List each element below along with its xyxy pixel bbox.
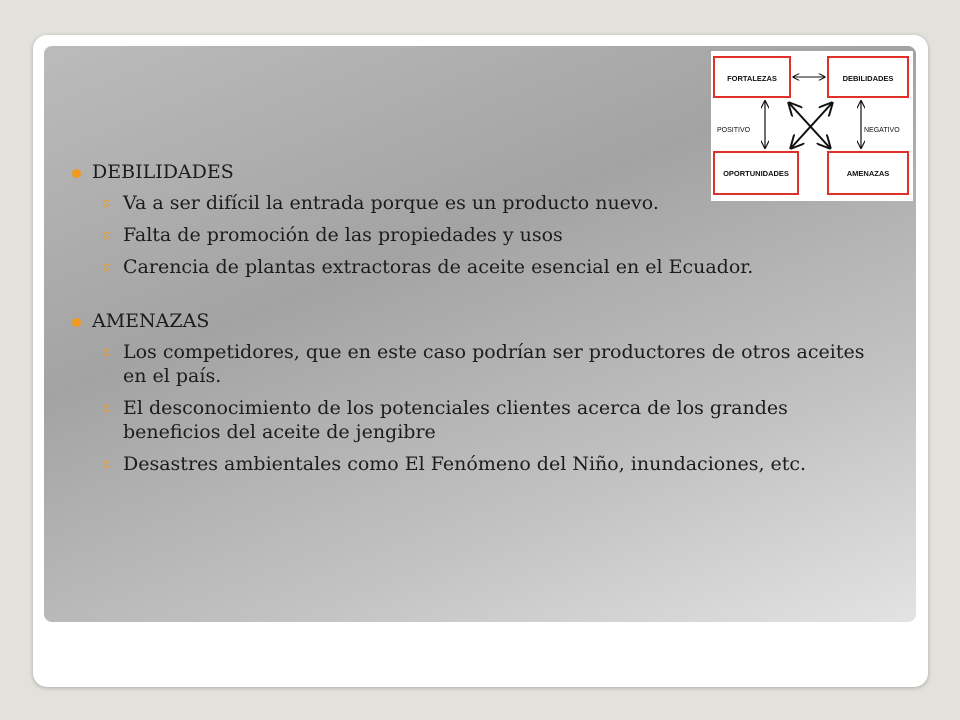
list-item: Los competidores, que en este caso podrían ser productores de otros aceites en el país. <box>102 340 890 388</box>
list-item: El desconocimiento de los potenciales clientes acerca de los grandes beneficios del aceite de jengibre <box>102 396 890 444</box>
label-negativo: NEGATIVO <box>864 127 900 134</box>
list-item: Desastres ambientales como El Fenómeno del Niño, inundaciones, etc. <box>102 452 890 476</box>
section-heading: DEBILIDADES <box>70 160 890 184</box>
list-item: Falta de promoción de las propiedades y usos <box>102 223 890 247</box>
section-debilidades <box>70 160 890 279</box>
list-item: Carencia de plantas extractoras de aceite esencial en el Ecuador. <box>102 255 890 279</box>
arrow-diagonal-2 <box>791 103 832 148</box>
label-oportunidades: OPORTUNIDADES <box>723 169 789 178</box>
label-positivo: POSITIVO <box>717 127 751 134</box>
label-amenazas: AMENAZAS <box>846 169 890 178</box>
section-heading: AMENAZAS <box>70 309 890 333</box>
label-debilidades: DEBILIDADES <box>842 74 894 83</box>
section-amenazas <box>70 309 890 476</box>
bullet-list <box>70 191 890 279</box>
list-item: Va a ser difícil la entrada porque es un producto nuevo. <box>102 191 890 215</box>
label-fortalezas: FORTALEZAS <box>727 74 777 83</box>
arrow-diagonal-1 <box>789 103 830 148</box>
bullet-list <box>70 340 890 476</box>
slide-content <box>70 160 890 484</box>
